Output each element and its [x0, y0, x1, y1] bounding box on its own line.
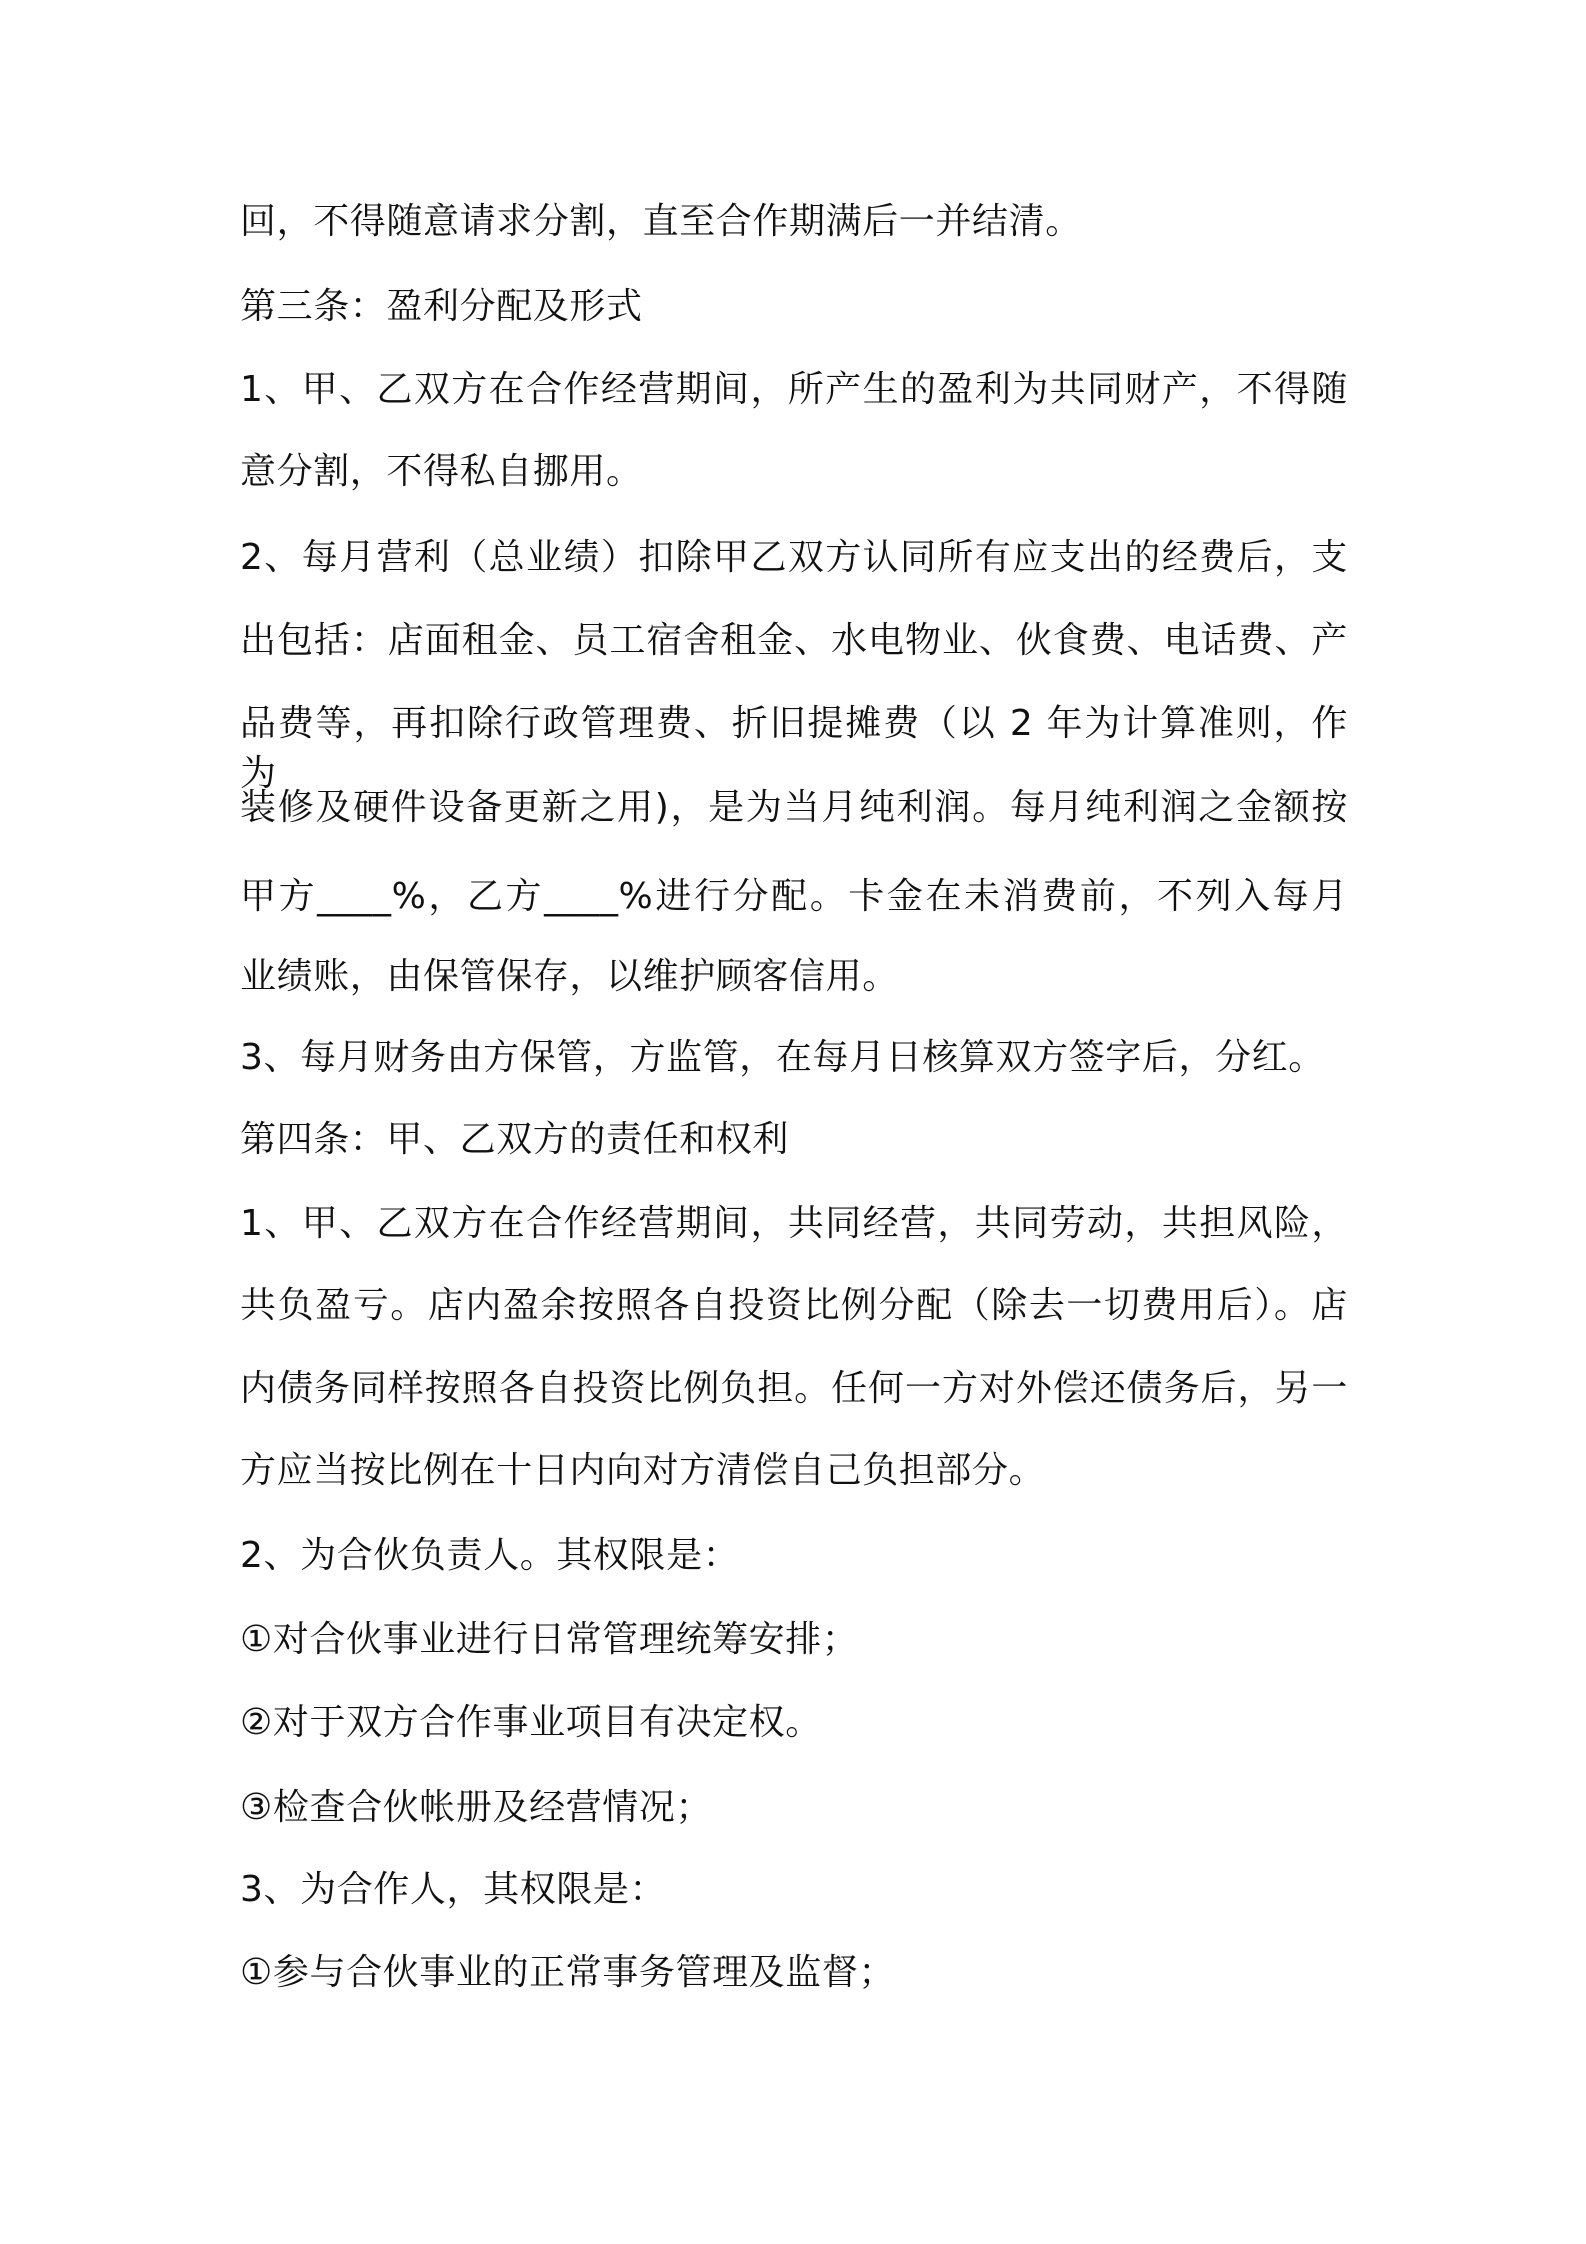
paragraph-line: 业绩账，由保管保存，以维护顾客信用。 [240, 956, 899, 997]
paragraph-line: 3、每月财务由方保管，方监管，在每月日核算双方签字后，分红。 [240, 1037, 1325, 1078]
paragraph-line: 1、甲、乙双方在合作经营期间，所产生的盈利为共同财产，不得随 [240, 369, 1348, 410]
paragraph-line: 2、每月营利（总业绩）扣除甲乙双方认同所有应支出的经费后，支 [240, 537, 1348, 578]
paragraph-line: 装修及硬件设备更新之用)，是为当月纯利润。每月纯利润之金额按 [240, 787, 1348, 828]
article-4-heading: 第四条：甲、乙双方的责任和权利 [240, 1119, 790, 1160]
paragraph-line: 意分割，不得私自挪用。 [240, 451, 643, 492]
paragraph-line: 回，不得随意请求分割，直至合作期满后一并结清。 [240, 201, 1082, 242]
list-item: ②对于双方合作事业项目有决定权。 [240, 1702, 822, 1743]
paragraph-line: 出包括：店面租金、员工宿舍租金、水电物业、伙食费、电话费、产 [240, 620, 1348, 661]
paragraph-line: 品费等，再扣除行政管理费、折旧提摊费（以 2 年为计算准则，作为 [240, 703, 1348, 794]
article-3-heading: 第三条：盈利分配及形式 [240, 286, 643, 327]
list-item: ①参与合伙事业的正常事务管理及监督； [240, 1952, 896, 1993]
paragraph-line: 内债务同样按照各自投资比例负担。任何一方对外偿还债务后，另一 [240, 1368, 1348, 1409]
paragraph-line: 共负盈亏。店内盈余按照各自投资比例分配（除去一切费用后）。店 [240, 1285, 1348, 1326]
list-item: ③检查合伙帐册及经营情况； [240, 1787, 713, 1828]
list-heading: 3、为合作人，其权限是： [240, 1869, 667, 1910]
paragraph-line: 1、甲、乙双方在合作经营期间，共同经营，共同劳动，共担风险， [240, 1203, 1348, 1244]
paragraph-line: 甲方____%，乙方____%进行分配。卡金在未消费前，不列入每月 [240, 876, 1348, 917]
list-heading: 2、为合伙负责人。其权限是： [240, 1535, 740, 1576]
paragraph-line: 方应当按比例在十日内向对方清偿自己负担部分。 [240, 1450, 1046, 1491]
list-item: ①对合伙事业进行日常管理统筹安排； [240, 1619, 859, 1660]
